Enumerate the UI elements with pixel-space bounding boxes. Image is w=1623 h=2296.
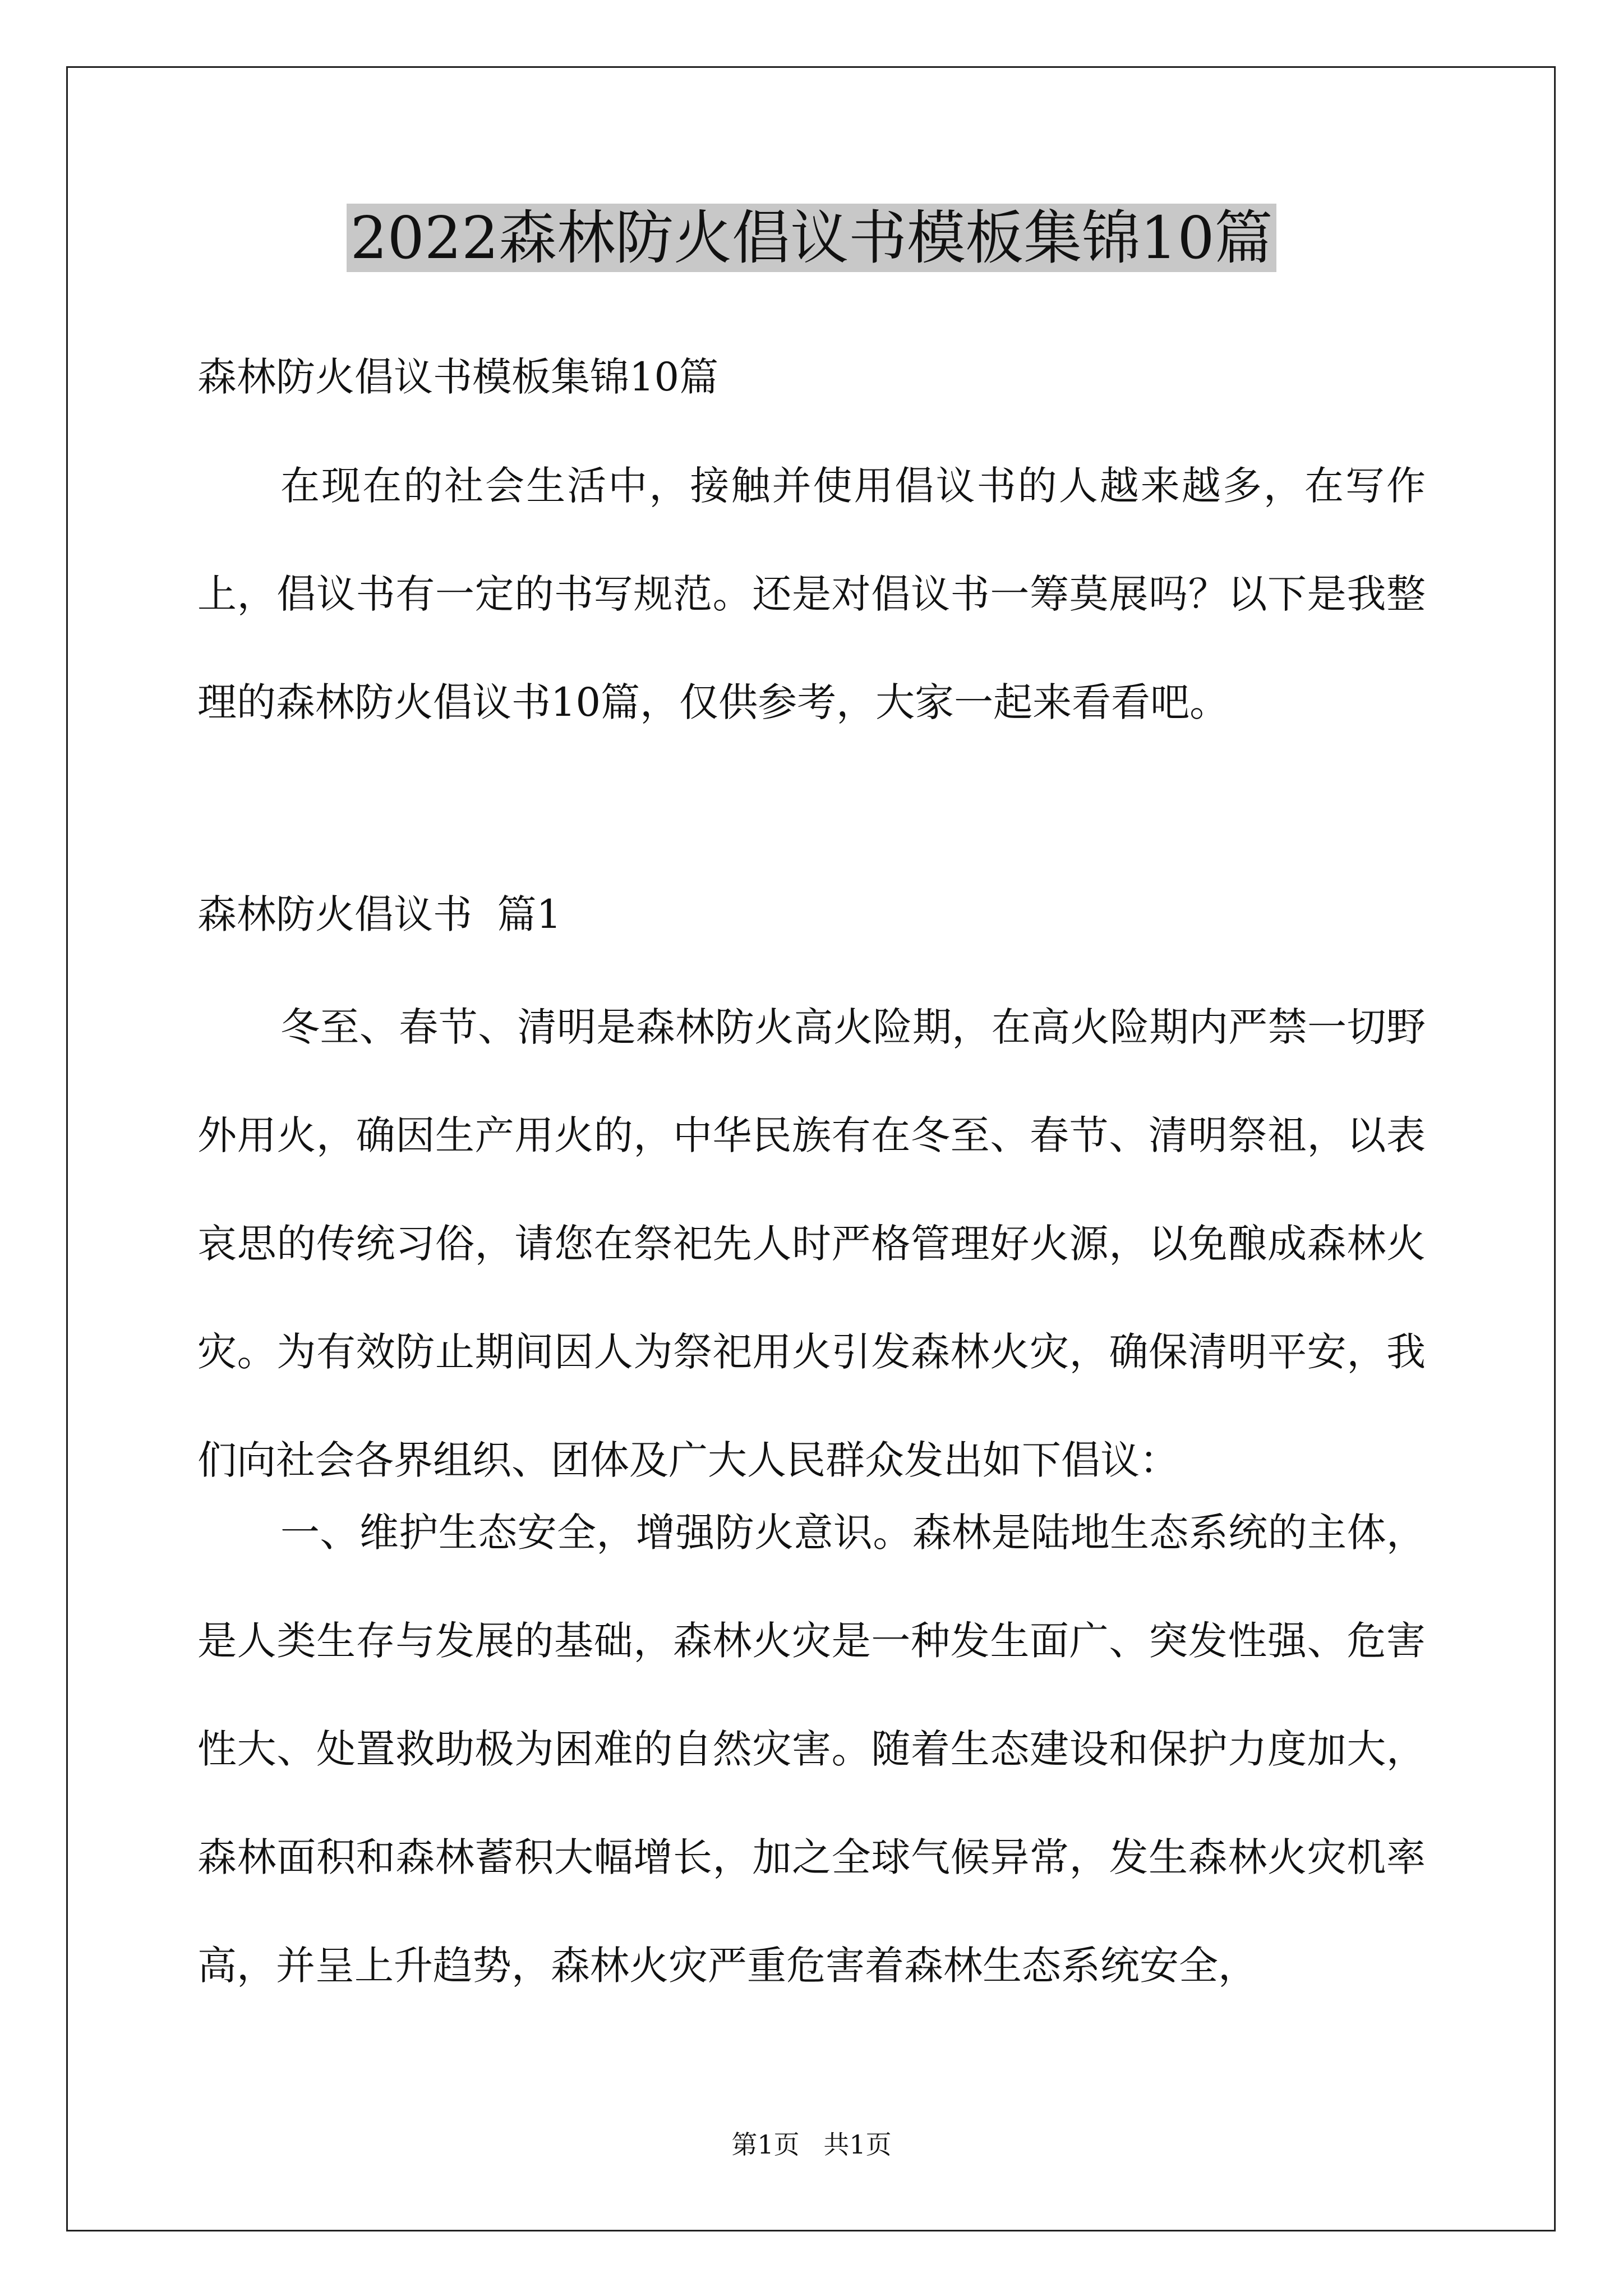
section-heading-1: 森林防火倡议书 篇1: [197, 891, 562, 937]
document-title: [0, 203, 1623, 273]
document-title-text: 2022森林防火倡议书模板集锦10篇: [347, 204, 1276, 272]
section-1-paragraph-2: 一、维护生态安全，增强防火意识。森林是陆地生态系统的主体，是人类生存与发展的基础，森林火灾是一种发生面广、突发性强、危害性大、处置救助极为困难的自然灾害。随着生态建设和保护力度加大，森林面积和森林蓄积大幅增长，加之全球气候异常，发生森林火灾机率高，并呈上升趋势，森林火灾严重危害着森林生态系统安全，: [197, 1510, 1426, 1989]
page-total: 共1页: [823, 2129, 892, 2160]
intro-paragraph: 在现在的社会生活中，接触并使用倡议书的人越来越多，在写作上，倡议书有一定的书写规范。还是对倡议书一筹莫展吗？以下是我整理的森林防火倡议书10篇，仅供参考，大家一起来看看吧。: [197, 463, 1426, 725]
section-1-paragraph-1: 冬至、春节、清明是森林防火高火险期，在高火险期内严禁一切野外用火，确因生产用火的，中华民族有在冬至、春节、清明祭祖，以表哀思的传统习俗，请您在祭祀先人时严格管理好火源，以免酿成森林火灾。为有效防止期间因人为祭祀用火引发森林火灾，确保清明平安，我们向社会各界组织、团体及广大人民群众发出如下倡议：: [197, 1004, 1426, 1483]
page-footer: [0, 2129, 1623, 2160]
document-subtitle: 森林防火倡议书模板集锦10篇: [197, 354, 719, 400]
page-number: 第1页: [731, 2129, 800, 2160]
